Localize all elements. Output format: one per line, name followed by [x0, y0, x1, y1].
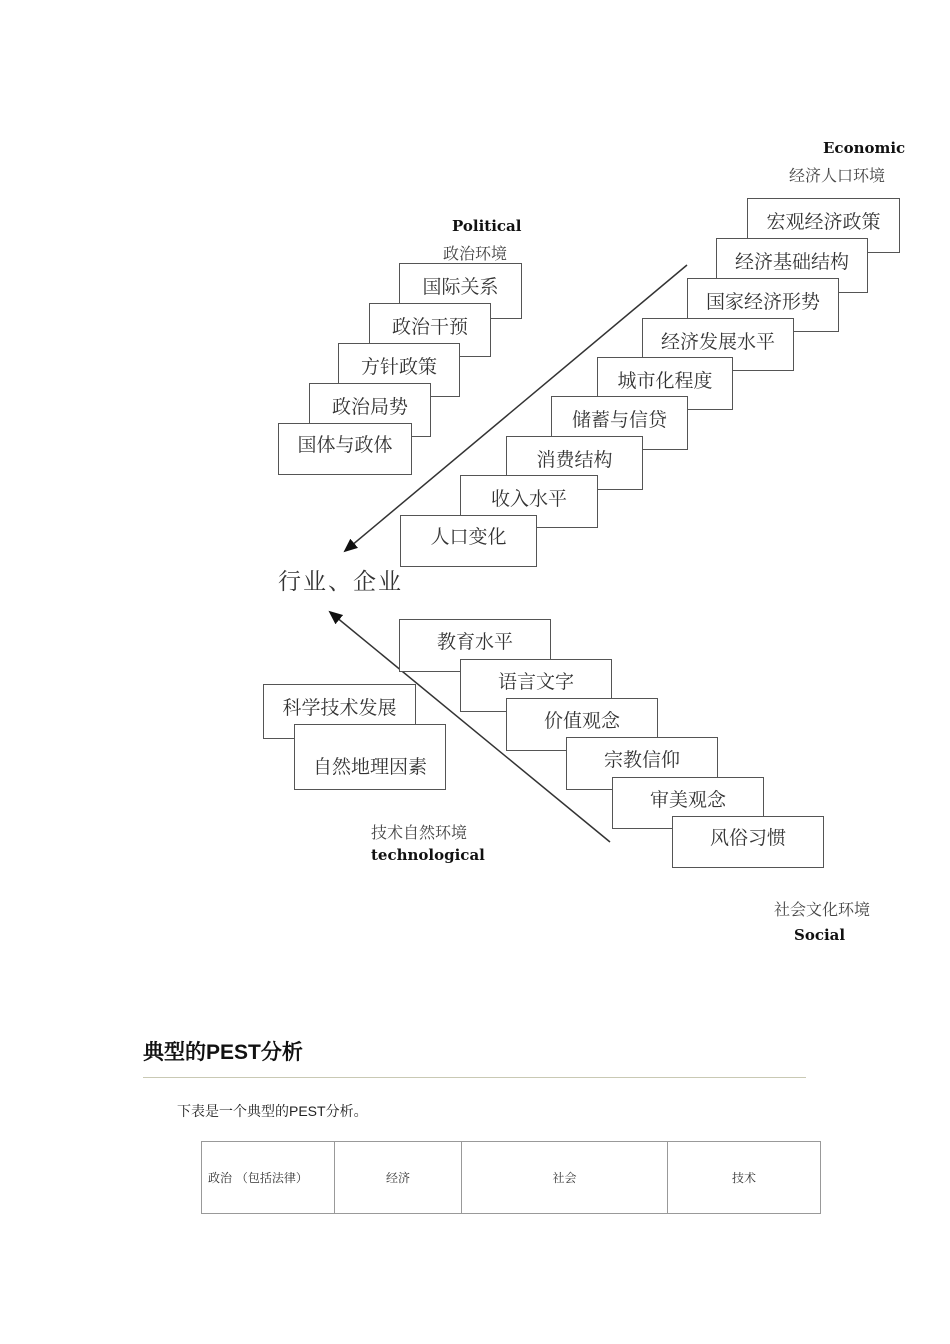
political-item: 政治干预 — [369, 303, 491, 357]
tech-item: 自然地理因素 — [294, 724, 446, 790]
economic-cn-label: 经济人口环境 — [789, 166, 886, 185]
social-item: 语言文字 — [460, 659, 612, 712]
political-item: 国际关系 — [399, 263, 522, 319]
header-political: 政治 （包括法律） — [202, 1142, 335, 1214]
social-item: 审美观念 — [612, 777, 764, 829]
social-item: 宗教信仰 — [566, 737, 718, 790]
political-en-label: Political — [452, 217, 522, 235]
header-economic: 经济 — [335, 1142, 462, 1214]
intro-text: 下表是一个典型的PEST分析。 — [177, 1103, 368, 1119]
economic-item: 收入水平 — [460, 475, 598, 528]
header-technology: 技术 — [668, 1142, 821, 1214]
center-label: 行业、企业 — [278, 569, 403, 595]
economic-item: 人口变化 — [400, 515, 537, 567]
social-cn-label: 社会文化环境 — [774, 900, 871, 919]
social-item: 风俗习惯 — [672, 816, 824, 868]
table-row — [202, 1142, 821, 1214]
tech-cn-label: 技术自然环境 — [371, 823, 468, 842]
political-item: 国体与政体 — [278, 423, 412, 475]
political-item: 政治局势 — [309, 383, 431, 437]
tech-item: 科学技术发展 — [263, 684, 416, 739]
political-cn-label: 政治环境 — [443, 244, 508, 263]
economic-item: 储蓄与信贷 — [551, 396, 688, 450]
pest-table — [201, 1141, 821, 1214]
political-item: 方针政策 — [338, 343, 460, 397]
social-en-label: Social — [794, 926, 846, 944]
section-title: 典型的PEST分析 — [143, 1041, 303, 1064]
economic-item: 经济基础结构 — [716, 238, 868, 293]
economic-item: 城市化程度 — [597, 357, 733, 410]
header-social: 社会 — [462, 1142, 668, 1214]
economic-item: 国家经济形势 — [687, 278, 839, 332]
economic-item: 经济发展水平 — [642, 318, 794, 371]
economic-item: 宏观经济政策 — [747, 198, 900, 253]
tech-en-label: technological — [371, 846, 485, 864]
economic-en-label: Economic — [823, 139, 906, 157]
social-item: 教育水平 — [399, 619, 551, 672]
section-divider — [143, 1077, 806, 1078]
economic-item: 消费结构 — [506, 436, 643, 490]
social-item: 价值观念 — [506, 698, 658, 751]
